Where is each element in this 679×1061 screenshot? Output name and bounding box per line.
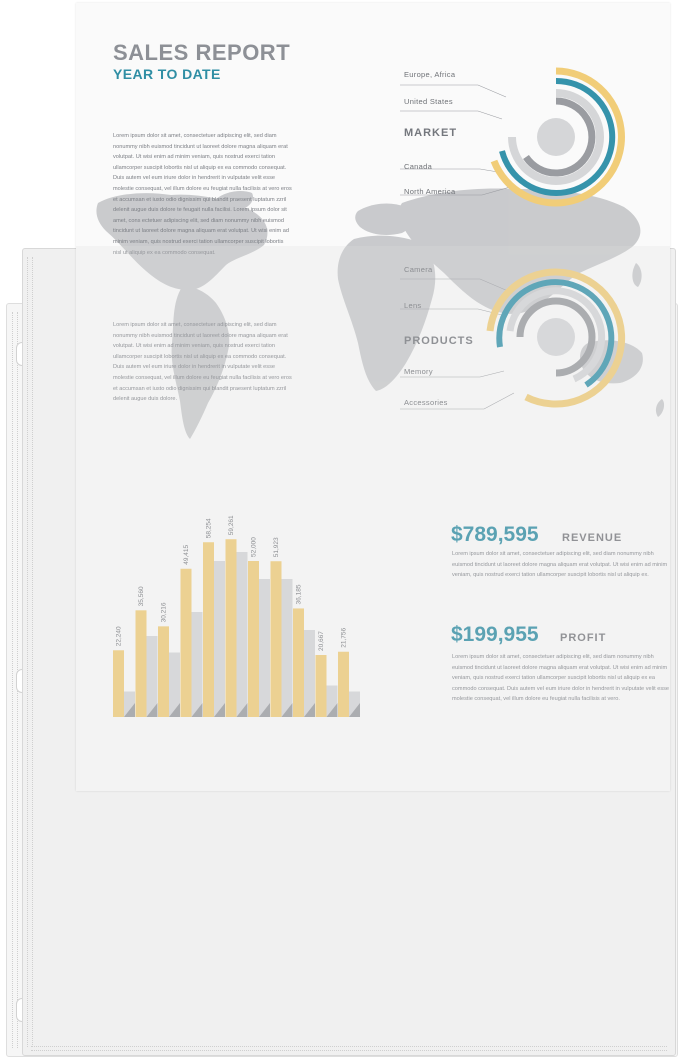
report-page xyxy=(76,3,670,791)
report-title: SALES REPORT xyxy=(113,40,291,65)
market-heading: MARKET xyxy=(404,127,458,139)
bar-yellow xyxy=(338,652,349,717)
market-label-europe-africa: Europe, Africa xyxy=(404,70,456,79)
bar-yellow xyxy=(316,655,327,717)
intro-paragraph: Lorem ipsum dolor sit amet, consectetuer adipiscing elit, sed diam nonummy nibh euismod tincidunt ut laoreet dolore magna aliquam erat volutpat. Ut wisi enim ad minim veniam, quis nostrud exerci tation ullamcorper suscipit lobortis nisl ut aliquip ex ea commodo consequat. Duis autem vel eum iriure dolor in hendrerit in vulputate velit esse molestie consequat, vel illum dolore eu feugiat nulla facilisis at vero eros et accumsan et iusto odio dignissim qui blandit praesent luptatum zzril delenit augue duis dolore te feugait nulla facilisi. Lorem ipsum dolor sit amet, cons ectetuer adipiscing elit, sed diam nonummy nibh euismod tincidunt ut laoreet dolore magna aliquam erat volutpat. Ut wisi enim ad minim veniam, quis nostrud exerci tation ullamcorper suscipit lobortis nisl ut aliquip ex ea commodo consequat. xyxy=(113,133,292,256)
bar-yellow xyxy=(113,650,124,717)
bar-gray xyxy=(214,561,225,717)
body-paragraph: Lorem ipsum dolor sit amet, consectetuer adipiscing elit, sed diam nonummy nibh euismod tincidunt ut laoreet dolore magna aliquam erat volutpat. Ut wisi enim ad minim veniam, quis nostrud exerci tation ullamcorper suscipit lobortis nisl ut aliquip ex ea commodo consequat. Duis autem vel eum iriure dolor in hendrerit in vulputate velit esse molestie consequat, vel illum dolore eu feugiat nulla facilisis at vero eros et accumsan et iusto odio dignissim qui blandit praesent luptatum zzril delenit augue duis dolore. xyxy=(113,322,292,403)
bar-value-label: 52,000 xyxy=(250,537,258,557)
sleeve-stitching xyxy=(27,257,33,1047)
bar-gray xyxy=(237,552,248,717)
bar-yellow xyxy=(226,539,237,717)
profit-label: PROFIT xyxy=(560,632,607,644)
bar-value-label: 20,667 xyxy=(318,631,325,651)
report-subtitle: YEAR TO DATE xyxy=(113,66,221,82)
bar-yellow xyxy=(203,542,214,717)
bar-value-label: 58,254 xyxy=(205,518,213,539)
bar-value-label: 21,756 xyxy=(340,627,348,648)
revenue-label: REVENUE xyxy=(562,532,623,544)
products-label-memory: Memory xyxy=(404,367,433,376)
profit-amount: $199,955 xyxy=(451,623,539,646)
bar-gray xyxy=(282,579,293,717)
revenue-amount: $789,595 xyxy=(451,523,539,546)
profit-description: Lorem ipsum dolor sit amet, consectetuer adipiscing elit, sed diam nonummy nibh euismod tincidunt ut laoreet dolore magna aliquam erat volutpat. Ut wisi enim ad minim veniam, quis nostrud exerci tation ullamcorper suscipit lobortis nisl ut aliquip ex ea commodo consequat. Duis autem vel eum iriure dolor in hendrerit in vulputate velit esse molestie consequat, vel illum dolore eu feugiat nulla facilisis at vero. xyxy=(452,654,670,703)
products-label-camera: Camera xyxy=(404,265,433,274)
revenue-description: Lorem ipsum dolor sit amet, consectetuer adipiscing elit, sed diam nonummy nibh euismod tincidunt ut laoreet dolore magna aliquam erat volutpat. Ut wisi enim ad minim veniam, quis nostrud exerci tation ullamcorper suscipit lobortis nisl ut aliquip ex. xyxy=(452,551,668,579)
bar-yellow xyxy=(248,561,259,717)
bar-value-label: 35,560 xyxy=(138,586,145,607)
bar-yellow xyxy=(181,569,192,717)
bar-value-label: 22,240 xyxy=(115,626,123,647)
bar-gray xyxy=(304,630,315,717)
bar-value-label: 49,415 xyxy=(183,544,190,565)
bar-gray xyxy=(259,579,270,717)
bar-value-label: 30,216 xyxy=(160,602,168,623)
products-label-accessories: Accessories xyxy=(404,398,448,407)
market-label-canada: Canada xyxy=(404,162,433,171)
bar-value-label: 51,923 xyxy=(273,537,280,558)
bar-gray xyxy=(192,612,203,717)
bar-value-label: 36,185 xyxy=(295,584,303,605)
bar-yellow xyxy=(293,608,304,717)
bar-yellow xyxy=(271,561,282,717)
products-heading: PRODUCTS xyxy=(404,335,474,347)
market-label-north-america: North America xyxy=(404,187,456,196)
market-label-united-states: United States xyxy=(404,97,453,106)
sleeve-stitching xyxy=(31,1046,667,1051)
bar-yellow xyxy=(136,610,147,717)
bar-gray xyxy=(147,636,158,717)
bar-yellow xyxy=(158,626,169,717)
products-label-lens: Lens xyxy=(404,301,422,310)
bar-value-label: 59,261 xyxy=(228,515,235,536)
